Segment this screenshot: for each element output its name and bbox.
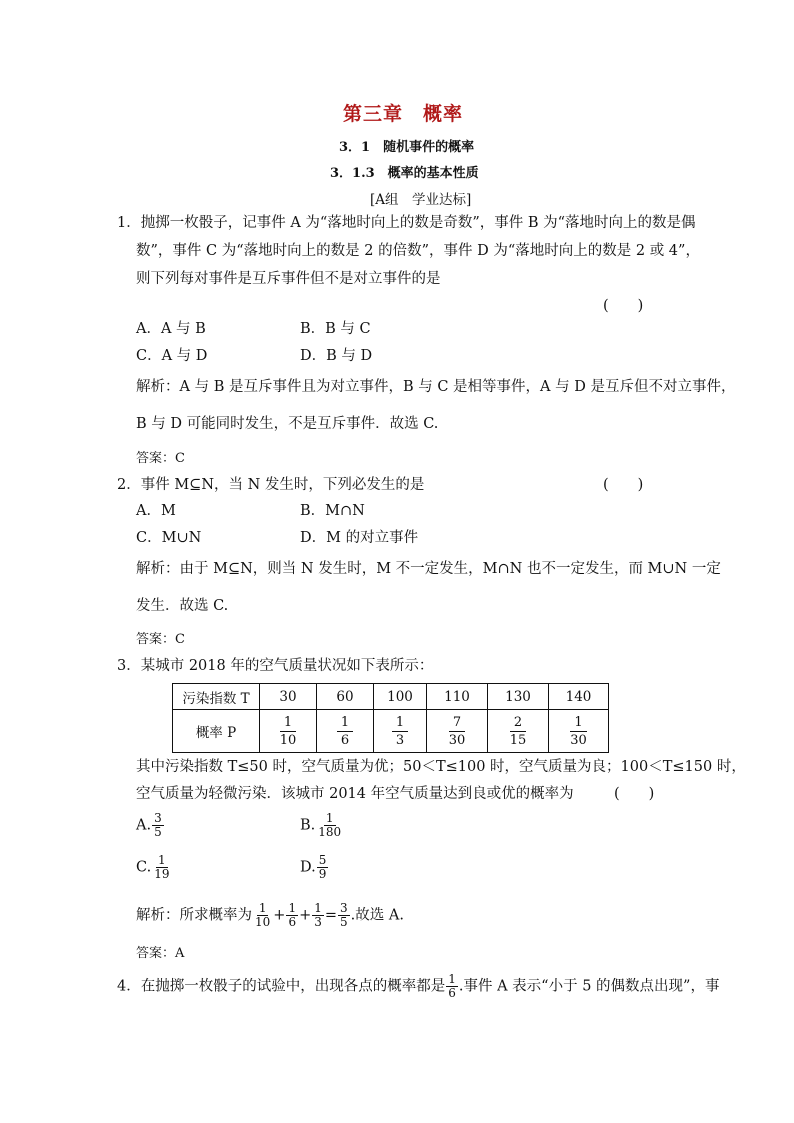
fraction-denominator: 10: [279, 732, 297, 748]
q1-line-2: 数”，事件 C 为“落地时向上的数是 2 的倍数”，事件 D 为“落地时向上的数是 2 或 4”，: [136, 243, 700, 259]
equals-sign: =: [324, 907, 338, 924]
fraction-denominator: 3: [395, 732, 405, 748]
option-label: D.: [300, 859, 316, 876]
table-cell-p: [427, 710, 488, 753]
q2-line-1: 2．事件 M⊆N，当 N 发生时，下列必发生的是: [117, 477, 425, 493]
fraction-numerator: 1: [337, 714, 353, 732]
q3-option-b: [300, 812, 344, 839]
q3-answer-bracket: ( ): [614, 786, 655, 802]
fraction-numerator: 5: [318, 853, 327, 867]
plus-sign: +: [299, 907, 312, 924]
table-cell-p: [549, 710, 609, 753]
fraction-denominator: 5: [154, 825, 162, 839]
fraction-numerator: 1: [314, 901, 322, 915]
fraction-numerator: 1: [448, 972, 456, 986]
q3-option-a: [136, 812, 165, 839]
table-cell-p: [260, 710, 317, 753]
q3-answer: 答案：A: [136, 946, 185, 961]
table-cell-t: 30: [260, 684, 317, 710]
section-title: 3．1 随机事件的概率: [339, 140, 475, 155]
q3-option-d: [300, 854, 329, 881]
q2-option-a: A．M: [136, 503, 176, 519]
q3-line-3: 空气质量为轻微污染．该城市 2014 年空气质量达到良或优的概率为: [136, 786, 574, 802]
fraction-denominator: 30: [570, 732, 587, 748]
fraction-numerator: 1: [258, 901, 267, 915]
fraction-denominator: 10: [255, 915, 271, 929]
q2-option-c: C．M∪N: [136, 530, 202, 546]
q4-line-1: [117, 973, 719, 1000]
q1-line-1: 1．抛掷一枚骰子，记事件 A 为“落地时向上的数是奇数”，事件 B 为“落地时向上的数是偶: [117, 215, 696, 231]
table-cell-t: 110: [427, 684, 488, 710]
fraction-numerator: 1: [280, 714, 296, 732]
q1-line-3: 则下列每对事件是互斥事件但不是对立事件的是: [136, 271, 441, 287]
fraction-denominator: 5: [340, 915, 348, 929]
fraction-numerator: 3: [154, 811, 162, 825]
q2-option-b: B．M∩N: [300, 503, 365, 519]
fraction-denominator: 3: [314, 915, 322, 929]
q2-option-d: D．M 的对立事件: [300, 530, 419, 546]
q3-analysis: [136, 902, 404, 929]
table-cell-p: [488, 710, 549, 753]
fraction-numerator: 3: [340, 901, 348, 915]
fraction-denominator: 180: [318, 825, 342, 839]
group-label: [A组 学业达标]: [370, 192, 472, 208]
q4-prefix: 4．在抛掷一枚骰子的试验中，出现各点的概率都是: [117, 978, 446, 995]
table-cell-p: [317, 710, 374, 753]
fraction-numerator: 1: [158, 853, 166, 867]
table-cell-t: 60: [317, 684, 374, 710]
q3-line-1: 3．某城市 2018 年的空气质量状况如下表所示：: [117, 658, 434, 674]
q1-option-b: B．B 与 C: [300, 321, 371, 337]
analysis-prefix: 解析：所求概率为: [136, 907, 252, 924]
option-label: C.: [136, 859, 152, 876]
table-row-index: [173, 684, 609, 710]
fraction-denominator: 19: [154, 867, 170, 881]
table-cell-t: 140: [549, 684, 609, 710]
chapter-title: 第三章 概率: [343, 103, 464, 125]
fraction-numerator: 1: [392, 714, 408, 732]
plus-sign: +: [273, 907, 286, 924]
q1-analysis-line-2: B 与 D 可能同时发生，不是互斥事件．故选 C.: [136, 416, 439, 432]
fraction-numerator: 1: [288, 901, 297, 915]
q1-answer: 答案：C: [136, 451, 185, 466]
fraction-denominator: 9: [318, 867, 327, 881]
analysis-suffix: .故选 A.: [350, 907, 404, 924]
q1-option-c: C．A 与 D: [136, 348, 208, 364]
table-header-probability: 概率 P: [173, 710, 260, 753]
fraction-numerator: 7: [449, 714, 465, 732]
q1-option-d: D．B 与 D: [300, 348, 373, 364]
q4-suffix: .事件 A 表示“小于 5 的偶数点出现”，事: [458, 978, 720, 995]
fraction-denominator: 6: [340, 732, 350, 748]
table-header-index: 污染指数 T: [173, 684, 260, 710]
option-label: B.: [300, 817, 316, 834]
q2-answer: 答案：C: [136, 632, 185, 647]
q2-analysis-line-1: 解析：由于 M⊆N，则当 N 发生时，M 不一定发生，M∩N 也不一定发生，而 M∪N 一定: [136, 561, 721, 577]
q2-analysis-line-2: 发生．故选 C.: [136, 598, 229, 614]
table-row-probability: [173, 710, 609, 753]
fraction-denominator: 6: [288, 915, 297, 929]
table-cell-p: [374, 710, 427, 753]
option-label: A.: [136, 817, 152, 834]
fraction-denominator: 30: [448, 732, 466, 748]
fraction-numerator: 2: [510, 714, 526, 732]
q1-option-a: A．A 与 B: [136, 321, 206, 337]
air-quality-table: [172, 683, 609, 753]
fraction-numerator: 1: [325, 811, 334, 825]
q1-analysis-line-1: 解析：A 与 B 是互斥事件且为对立事件，B 与 C 是相等事件，A 与 D 是互斥但不对立事件，: [136, 379, 736, 395]
table-cell-t: 130: [488, 684, 549, 710]
fraction-denominator: 6: [448, 986, 456, 1000]
q3-line-2: 其中污染指数 T≤50 时，空气质量为优；50＜T≤100 时，空气质量为良；100＜T≤150 时，: [136, 759, 746, 775]
table-cell-t: 100: [374, 684, 427, 710]
fraction-numerator: 1: [570, 714, 586, 732]
subsection-title: 3．1.3 概率的基本性质: [330, 166, 479, 181]
q2-answer-bracket: ( ): [603, 477, 644, 493]
fraction-denominator: 15: [509, 732, 527, 748]
q1-answer-bracket: ( ): [603, 298, 644, 314]
q3-option-c: [136, 854, 172, 881]
